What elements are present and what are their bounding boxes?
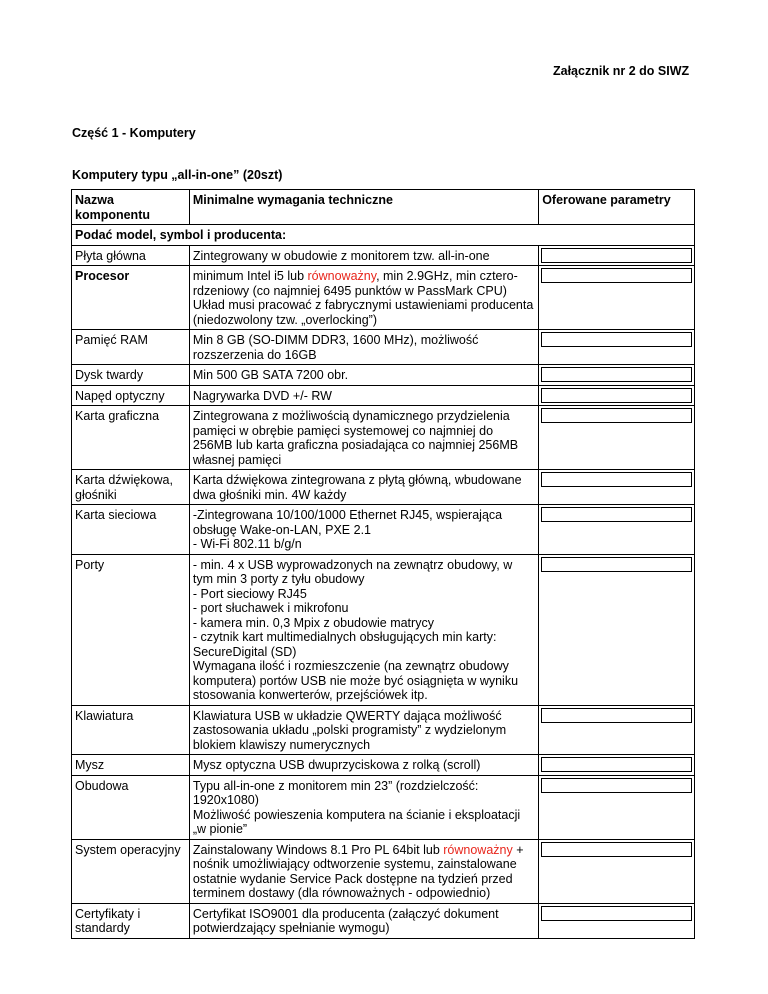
requirement-text	[189, 554, 538, 705]
component-name: Dysk twardy	[72, 365, 190, 386]
offered-cell[interactable]	[539, 775, 695, 839]
offered-cell[interactable]	[539, 330, 695, 365]
offered-cell[interactable]	[539, 839, 695, 903]
offered-cell[interactable]	[539, 470, 695, 505]
offered-field[interactable]	[541, 408, 692, 423]
table-row	[72, 365, 695, 386]
offered-cell[interactable]	[539, 365, 695, 386]
table-row	[72, 755, 695, 776]
offered-cell[interactable]	[539, 266, 695, 330]
requirement-line: - port słuchawek i mikrofonu	[192, 601, 349, 615]
requirement-text: Min 8 GB (SO-DIMM DDR3, 1600 MHz), możliwość rozszerzenia do 16GB	[189, 330, 538, 365]
requirement-text: Mysz optyczna USB dwuprzyciskowa z rolką (scroll)	[189, 755, 538, 776]
offered-field[interactable]	[541, 367, 692, 382]
requirement-text: Certyfikat ISO9001 dla producenta (załączyć dokument potwierdzający spełnianie wymogu)	[189, 903, 538, 938]
requirement-text	[189, 839, 538, 903]
requirement-line: - min. 4 x USB wyprowadzonych na zewnątrz obudowy, w tym min 3 porty z tyłu obudowy	[192, 557, 513, 586]
equivalent-highlight: równoważny	[443, 842, 513, 857]
requirement-text	[189, 775, 538, 839]
requirement-part: + nośnik umożliwiający odtworzenie systemu, zainstalowane ostatnie wydanie Service Pack dostępne na tydzień przed terminem dostawy (dla równoważnych - odpowiednio)	[192, 842, 524, 900]
table-row	[72, 903, 695, 938]
component-name: Karta graficzna	[72, 406, 190, 470]
section-label: Podać model, symbol i producenta:	[72, 225, 695, 246]
offered-field[interactable]	[541, 557, 692, 572]
header-offered: Oferowane parametry	[539, 190, 695, 225]
table-row	[72, 406, 695, 470]
offered-field[interactable]	[541, 248, 692, 263]
component-name: Klawiatura	[72, 705, 190, 755]
requirement-text: Klawiatura USB w układzie QWERTY dająca możliwość zastosowania układu „polski programisty” z wydzielonym blokiem klawiszy numerycznych	[189, 705, 538, 755]
equivalent-highlight: równoważny	[307, 269, 377, 283]
annex-label: Załącznik nr 2 do SIWZ	[553, 64, 690, 78]
component-name: Mysz	[72, 755, 190, 776]
requirement-line: - Port sieciowy RJ45	[192, 586, 307, 601]
offered-field[interactable]	[541, 507, 692, 522]
offered-field[interactable]	[541, 268, 692, 283]
part-title: Część 1 - Komputery	[72, 126, 196, 140]
section-row	[72, 225, 695, 246]
table-row	[72, 554, 695, 705]
requirements-table	[71, 189, 695, 939]
requirement-text: Zintegrowany w obudowie z monitorem tzw. all-in-one	[189, 245, 538, 266]
table-row	[72, 385, 695, 406]
requirement-text	[189, 266, 538, 330]
offered-cell[interactable]	[539, 705, 695, 755]
offered-field[interactable]	[541, 472, 692, 487]
requirement-line: Możliwość powieszenia komputera na ścianie i eksploatacji „w pionie”	[192, 807, 521, 836]
header-requirements: Minimalne wymagania techniczne	[189, 190, 538, 225]
offered-field[interactable]	[541, 388, 692, 403]
component-name: Obudowa	[72, 775, 190, 839]
component-name: System operacyjny	[72, 839, 190, 903]
component-name: Porty	[72, 554, 190, 705]
offered-field[interactable]	[541, 906, 692, 921]
table-row	[72, 839, 695, 903]
requirement-part: , min 2.9GHz, min cztero-rdzeniowy (co najmniej 6495 punktów w PassMark CPU) Układ musi pracować z fabrycznymi ustawieniami producenta (niedozwolony tzw. „overlocking”)	[192, 269, 534, 327]
offered-cell[interactable]	[539, 406, 695, 470]
offered-cell[interactable]	[539, 554, 695, 705]
table-subtitle: Komputery typu „all-in-one” (20szt)	[72, 168, 283, 182]
requirement-text: Zintegrowana z możliwością dynamicznego przydzielenia pamięci w obrębie pamięci systemowej co najmniej do 256MB lub karta graficzna posiadająca co najmniej 256MB własnej pamięci	[189, 406, 538, 470]
requirement-text	[189, 505, 538, 555]
requirement-line: - kamera min. 0,3 Mpix z obudowie matrycy	[192, 615, 434, 630]
requirement-text: Nagrywarka DVD +/- RW	[189, 385, 538, 406]
component-name: Karta sieciowa	[72, 505, 190, 555]
offered-cell[interactable]	[539, 903, 695, 938]
component-name: Płyta główna	[72, 245, 190, 266]
table-row	[72, 705, 695, 755]
table-row	[72, 245, 695, 266]
component-name: Certyfikaty i standardy	[72, 903, 190, 938]
header-component: Nazwa komponentu	[72, 190, 190, 225]
requirement-line: - czytnik kart multimedialnych obsługujących min karty: SecureDigital (SD)	[192, 630, 497, 659]
component-name: Pamięć RAM	[72, 330, 190, 365]
component-name: Karta dźwiękowa, głośniki	[72, 470, 190, 505]
offered-field[interactable]	[541, 757, 692, 772]
offered-field[interactable]	[541, 332, 692, 347]
offered-cell[interactable]	[539, 245, 695, 266]
table-row	[72, 505, 695, 555]
requirement-text: Min 500 GB SATA 7200 obr.	[189, 365, 538, 386]
table-header-row	[72, 190, 695, 225]
offered-field[interactable]	[541, 708, 692, 723]
component-name: Procesor	[72, 266, 190, 330]
offered-field[interactable]	[541, 778, 692, 793]
requirement-part: Zainstalowany Windows 8.1 Pro PL 64bit lub	[192, 842, 444, 857]
requirement-line: - Wi-Fi 802.11 b/g/n	[192, 537, 302, 551]
requirement-line: Typu all-in-one z monitorem min 23” (rozdzielczość: 1920x1080)	[192, 778, 479, 807]
table-row	[72, 330, 695, 365]
requirement-line: Wymagana ilość i rozmieszczenie (na zewnątrz obudowy komputera) portów USB nie może być osiągnięta w wyniku stosowania konwerterów, przejściówek itp.	[192, 659, 519, 702]
table-row	[72, 266, 695, 330]
requirement-line: -Zintegrowana 10/100/1000 Ethernet RJ45, wspierająca obsługę Wake-on-LAN, PXE 2.1	[192, 508, 503, 537]
table-row	[72, 775, 695, 839]
offered-field[interactable]	[541, 842, 692, 857]
offered-cell[interactable]	[539, 755, 695, 776]
requirement-part: minimum Intel i5 lub	[192, 269, 308, 283]
offered-cell[interactable]	[539, 385, 695, 406]
offered-cell[interactable]	[539, 505, 695, 555]
table-row	[72, 470, 695, 505]
requirement-text: Karta dźwiękowa zintegrowana z płytą główną, wbudowane dwa głośniki min. 4W każdy	[189, 470, 538, 505]
component-name: Napęd optyczny	[72, 385, 190, 406]
